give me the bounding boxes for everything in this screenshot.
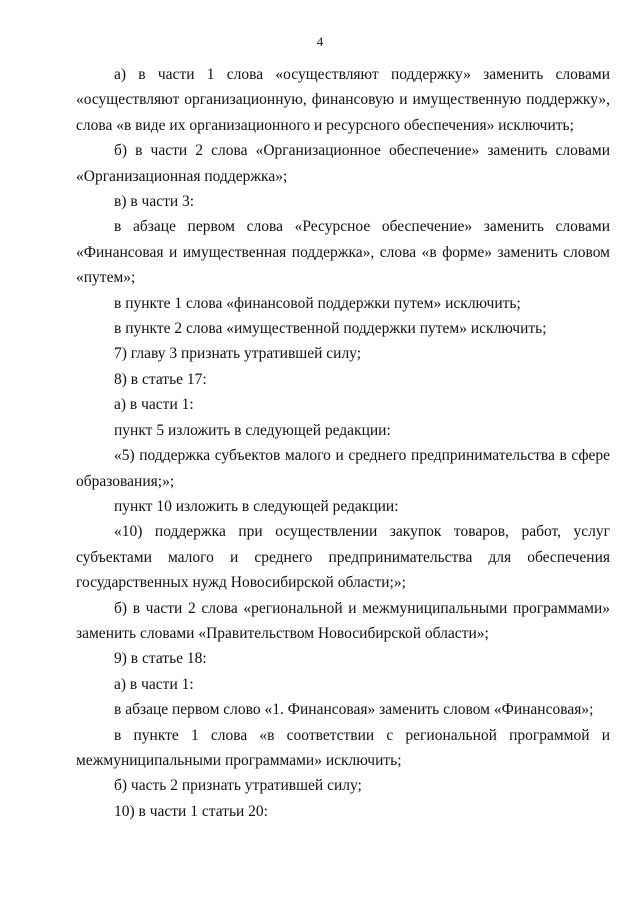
paragraph-10: пункт 5 изложить в следующей редакции: <box>114 421 391 439</box>
paragraph-19: б) часть 2 признать утратившей силу; <box>114 777 362 795</box>
paragraph-11: «5) поддержка субъектов малого и среднего предпринимательства в сфере образования;»; <box>76 447 610 490</box>
paragraph-12: пункт 10 изложить в следующей редакции: <box>114 497 399 515</box>
paragraph-7: 7) главу 3 признать утратившей силу; <box>114 345 362 363</box>
paragraph-20: 10) в части 1 статьи 20: <box>114 802 268 820</box>
document-body <box>76 62 610 824</box>
page-number: 4 <box>316 34 324 49</box>
paragraph-5: в пункте 1 слова «финансовой поддержки путем» исключить; <box>114 294 521 312</box>
paragraph-15: 9) в статье 18: <box>114 650 207 668</box>
paragraph-8: 8) в статье 17: <box>114 370 207 388</box>
paragraph-18: в пункте 1 слова «в соответствии с региональной программой и межмуниципальными программами» исключить; <box>76 726 610 769</box>
paragraph-4: в абзаце первом слова «Ресурсное обеспечение» заменить словами «Финансовая и имущественная поддержка», слова «в форме» заменить словом «путем»; <box>76 218 610 287</box>
paragraph-6: в пункте 2 слова «имущественной поддержки путем» исключить; <box>114 320 547 338</box>
paragraph-13: «10) поддержка при осуществлении закупок товаров, работ, услуг субъектами малого и среднего предпринимательства для обеспечения государственных нужд Новосибирской области;»; <box>76 523 610 592</box>
paragraph-1: а) в части 1 слова «осуществляют поддержку» заменить словами «осуществляют организационную, финансовую и имущественную поддержку», слова «в виде их организационного и ресурсного обеспечения» исключить; <box>76 66 610 134</box>
paragraph-9: а) в части 1: <box>114 396 194 414</box>
paragraph-2: б) в части 2 слова «Организационное обеспечение» заменить словами «Организационная поддержка»; <box>76 142 610 185</box>
paragraph-14: б) в части 2 слова «региональной и межмуниципальными программами» заменить словами «Правительством Новосибирской области»; <box>76 599 610 642</box>
paragraph-3: в) в части 3: <box>114 193 195 211</box>
paragraph-16: а) в части 1: <box>114 675 194 693</box>
paragraph-17: в абзаце первом слово «1. Финансовая» заменить словом «Финансовая»; <box>114 701 594 719</box>
